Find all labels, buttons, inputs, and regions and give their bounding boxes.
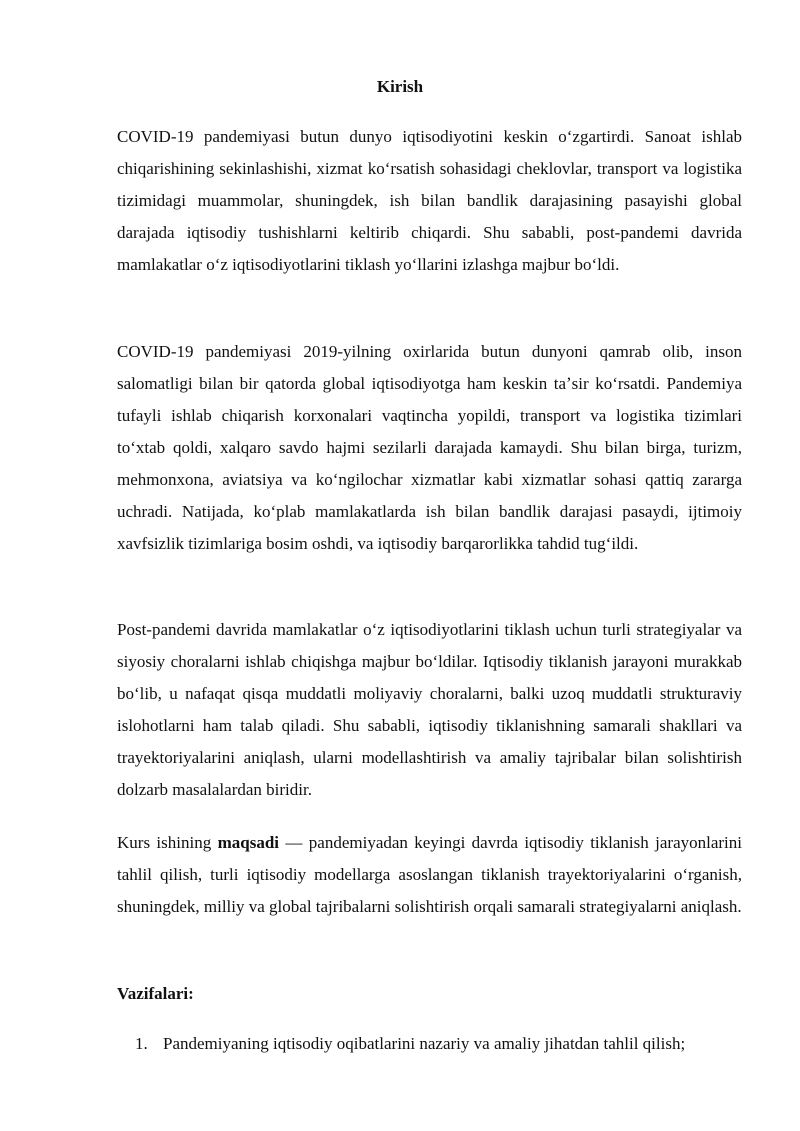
goal-text-after: — pandemiyadan keyingi davrda iqtisodiy tiklanish jarayonlarini tahlil qilish, turli iqtisodiy modellarga asoslangan tiklanish trayektoriyalarini oʻrganish, shuningdek, milliy va global tajribalarni solishtirish orqali samarali strategiyalarni aniqlash. — [117, 833, 742, 916]
goal-paragraph — [117, 827, 742, 923]
task-number: 1. — [135, 1034, 148, 1053]
paragraph-1: COVID-19 pandemiyasi butun dunyo iqtisodiyotini keskin oʻzgartirdi. Sanoat ishlab chiqarishining sekinlashishi, xizmat koʻrsatish sohasidagi cheklovlar, transport va logistika tizimidagi muammolar, shuningdek, ish bilan bandlik darajasining pasayishi global darajada iqtisodiy tushishlarni keltirib chiqardi. Shu sababli, post-pandemi davrida mamlakatlar oʻz iqtisodiyotlarini tiklash yoʻllarini izlashga majbur boʻldi. — [117, 127, 742, 274]
paragraph-3: Post-pandemi davrida mamlakatlar oʻz iqtisodiyotlarini tiklash uchun turli strategiyalar va siyosiy choralarni ishlab chiqishga majbur boʻldilar. Iqtisodiy tiklanish jarayoni murakkab boʻlib, u nafaqat qisqa muddatli moliyaviy choralarni, balki uzoq muddatli strukturaviy islohotlarni ham talab qiladi. Shu sababli, iqtisodiy tiklanishning samarali shakllari va trayektoriyalarini aniqlash, ularni modellashtirish va amaliy tajribalar bilan solishtirish dolzarb masalalardan biridir. — [117, 620, 742, 799]
task-item-1 — [135, 1029, 755, 1059]
page-title: Kirish — [376, 77, 424, 96]
goal-text-before: Kurs ishining — [117, 833, 218, 852]
tasks-heading: Vazifalari: — [117, 984, 194, 1003]
goal-keyword: maqsadi — [217, 833, 280, 852]
paragraph-2: COVID-19 pandemiyasi 2019-yilning oxirlarida butun dunyoni qamrab olib, inson salomatligi bilan bir qatorda global iqtisodiyotga ham keskin taʼsir koʻrsatdi. Pandemiya tufayli ishlab chiqarish korxonalari vaqtincha yopildi, transport va logistika tizimlari toʻxtab qoldi, xalqaro savdo hajmi sezilarli darajada kamaydi. Shu bilan birga, turizm, mehmonxona, aviatsiya va koʻngilochar xizmatlar kabi xizmatlar sohasi qattiq zararga uchradi. Natijada, koʻplab mamlakatlarda ish bilan bandlik darajasi pasaydi, ijtimoiy xavfsizlik tizimlariga bosim oshdi, va iqtisodiy barqarorlikka tahdid tugʻildi. — [117, 342, 742, 553]
task-text: Pandemiyaning iqtisodiy oqibatlarini nazariy va amaliy jihatdan tahlil qilish; — [163, 1034, 686, 1053]
